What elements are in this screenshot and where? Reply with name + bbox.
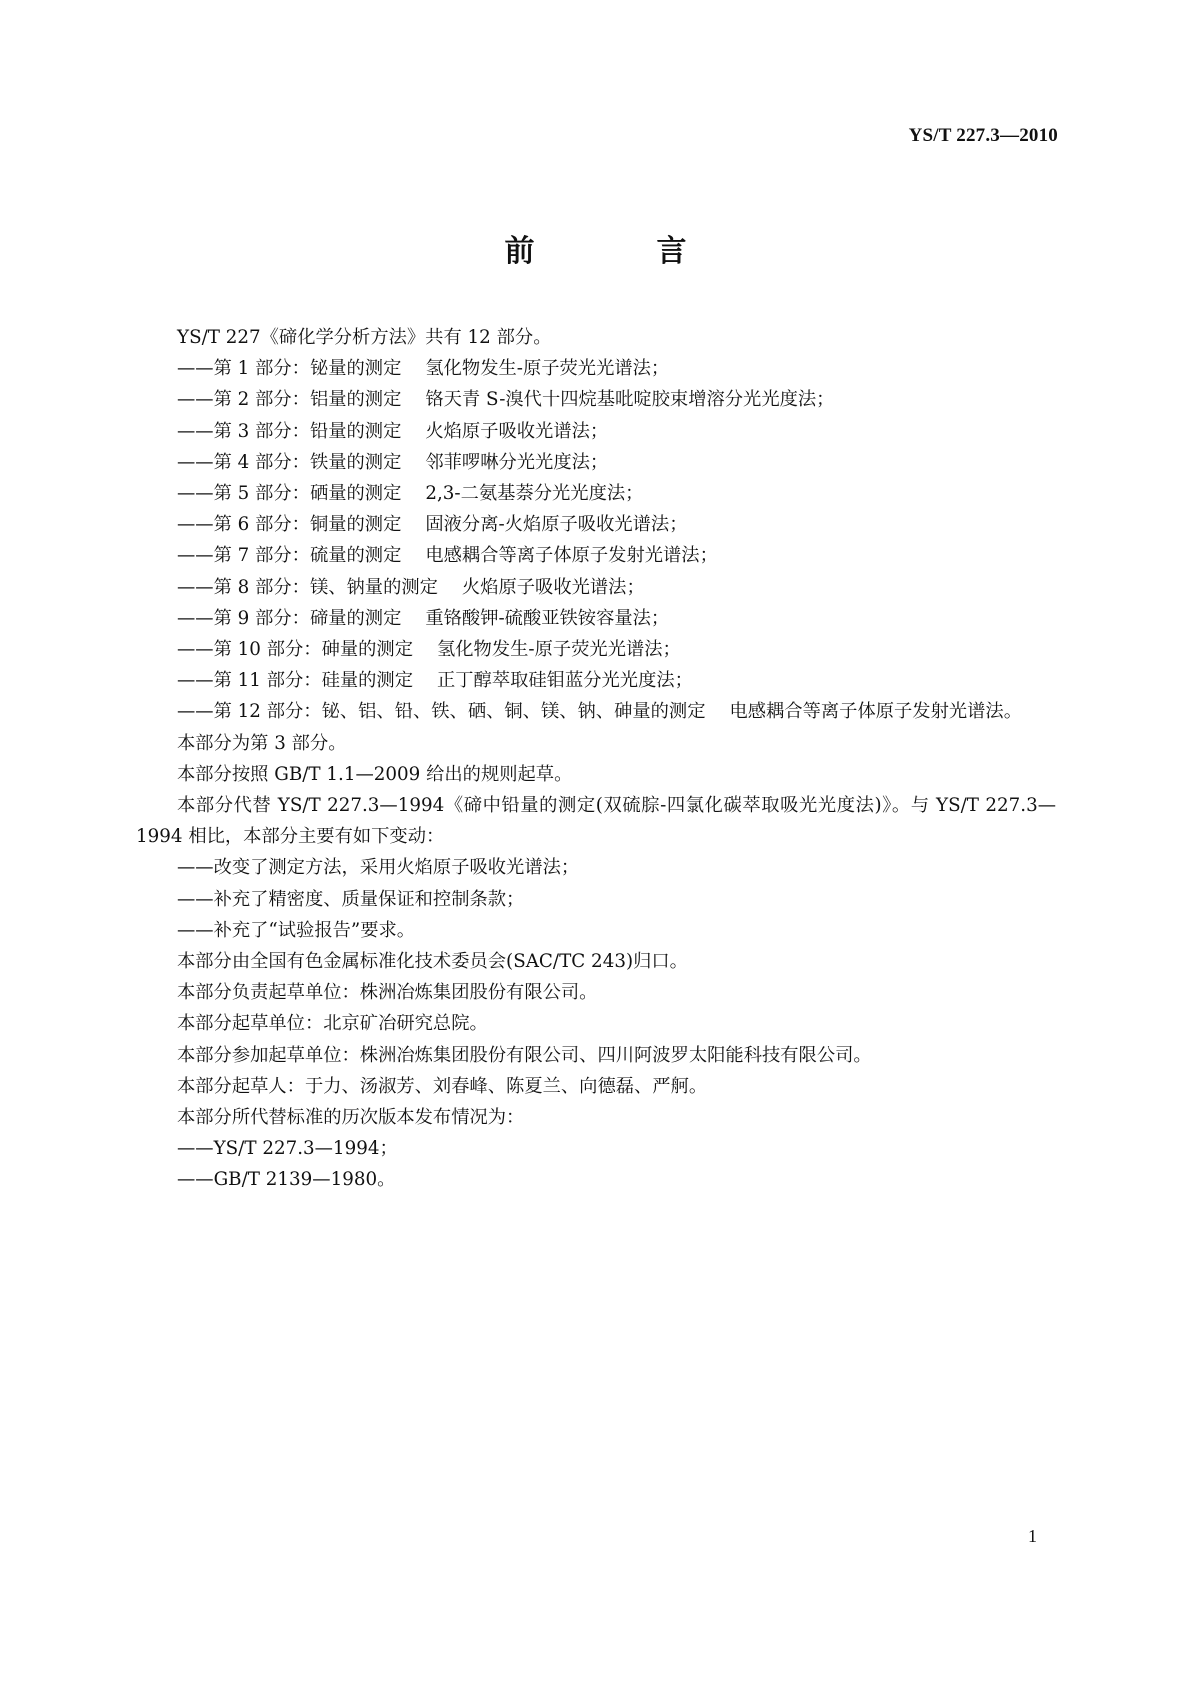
part-method: 电感耦合等离子体原子发射光谱法。 bbox=[729, 701, 1022, 723]
part-label: ——第 4 部分：铁量的测定 bbox=[177, 451, 402, 473]
part-item-4 bbox=[136, 447, 1056, 478]
part-method: 铬天青 S-溴代十四烷基吡啶胶束增溶分光光度法； bbox=[425, 389, 835, 411]
part-label: ——第 3 部分：铅量的测定 bbox=[177, 420, 402, 442]
drafting-unit-paragraph: 本部分起草单位：北京矿冶研究总院。 bbox=[177, 1013, 488, 1035]
part-method: 电感耦合等离子体原子发射光谱法； bbox=[425, 545, 718, 567]
history-intro-paragraph: 本部分所代替标准的历次版本发布情况为： bbox=[177, 1107, 525, 1129]
part-item-3 bbox=[136, 416, 1056, 447]
change-item-3: ——补充了“试验报告”要求。 bbox=[177, 919, 416, 941]
part-item-11 bbox=[136, 665, 1056, 696]
committee-paragraph: 本部分由全国有色金属标准化技术委员会(SAC/TC 243)归口。 bbox=[177, 951, 688, 973]
part-label: ——第 2 部分：铝量的测定 bbox=[177, 389, 402, 411]
document-body bbox=[136, 322, 1056, 1196]
part-method: 氢化物发生-原子荧光光谱法； bbox=[436, 639, 681, 661]
participating-units-paragraph: 本部分参加起草单位：株洲冶炼集团股份有限公司、四川阿波罗太阳能科技有限公司。 bbox=[177, 1044, 872, 1066]
part-item-5 bbox=[136, 478, 1056, 509]
this-part-paragraph: 本部分为第 3 部分。 bbox=[177, 732, 347, 754]
part-label: ——第 9 部分：碲量的测定 bbox=[177, 607, 402, 629]
drafting-rules-paragraph: 本部分按照 GB/T 1.1—2009 给出的规则起草。 bbox=[177, 763, 573, 785]
part-label: ——第 7 部分：硫量的测定 bbox=[177, 545, 402, 567]
intro-paragraph: YS/T 227《碲化学分析方法》共有 12 部分。 bbox=[177, 327, 552, 348]
part-method: 2,3-二氨基萘分光光度法； bbox=[425, 483, 644, 505]
page-title: 前 言 bbox=[504, 234, 733, 269]
part-item-2 bbox=[136, 384, 1056, 415]
page-number: 1 bbox=[1028, 1526, 1037, 1546]
part-method: 氢化物发生-原子荧光光谱法； bbox=[425, 358, 670, 380]
part-item-1 bbox=[136, 353, 1056, 384]
part-item-8 bbox=[136, 572, 1056, 603]
part-item-10 bbox=[136, 634, 1056, 665]
part-label: ——第 10 部分：砷量的测定 bbox=[177, 639, 413, 661]
part-label: ——第 11 部分：硅量的测定 bbox=[177, 670, 413, 692]
part-item-6 bbox=[136, 509, 1056, 540]
drafters-paragraph: 本部分起草人：于力、汤淑芳、刘春峰、陈夏兰、向德磊、严舸。 bbox=[177, 1075, 708, 1097]
part-item-9 bbox=[136, 603, 1056, 634]
change-item-1: ——改变了测定方法，采用火焰原子吸收光谱法； bbox=[177, 857, 580, 879]
part-method: 重铬酸钾-硫酸亚铁铵容量法； bbox=[425, 607, 670, 629]
replaces-paragraph: 本部分代替 YS/T 227.3—1994《碲中铅量的测定(双硫腙-四氯化碳萃取吸光光度法)》。与 YS/T 227.3—1994 相比，本部分主要有如下变动： bbox=[136, 795, 1056, 848]
part-method: 正丁醇萃取硅钼蓝分光光度法； bbox=[436, 670, 693, 692]
part-item-12 bbox=[136, 696, 1056, 727]
history-item-1: ——YS/T 227.3—1994； bbox=[177, 1138, 398, 1160]
history-item-2: ——GB/T 2139—1980。 bbox=[177, 1169, 396, 1191]
part-label: ——第 5 部分：硒量的测定 bbox=[177, 483, 402, 505]
part-method: 火焰原子吸收光谱法； bbox=[425, 420, 609, 442]
part-method: 火焰原子吸收光谱法； bbox=[461, 576, 645, 598]
part-item-7 bbox=[136, 540, 1056, 571]
part-label: ——第 8 部分：镁、钠量的测定 bbox=[177, 576, 438, 598]
part-method: 邻菲啰啉分光光度法； bbox=[425, 451, 609, 473]
part-label: ——第 1 部分：铋量的测定 bbox=[177, 358, 402, 380]
change-item-2: ——补充了精密度、质量保证和控制条款； bbox=[177, 888, 525, 910]
responsible-unit-paragraph: 本部分负责起草单位：株洲冶炼集团股份有限公司。 bbox=[177, 982, 598, 1004]
part-label: ——第 6 部分：铜量的测定 bbox=[177, 514, 402, 536]
part-method: 固液分离-火焰原子吸收光谱法； bbox=[425, 514, 688, 536]
part-label: ——第 12 部分：铋、铝、铅、铁、硒、铜、镁、钠、砷量的测定 bbox=[177, 701, 706, 723]
standard-code: YS/T 227.3—2010 bbox=[908, 125, 1058, 146]
